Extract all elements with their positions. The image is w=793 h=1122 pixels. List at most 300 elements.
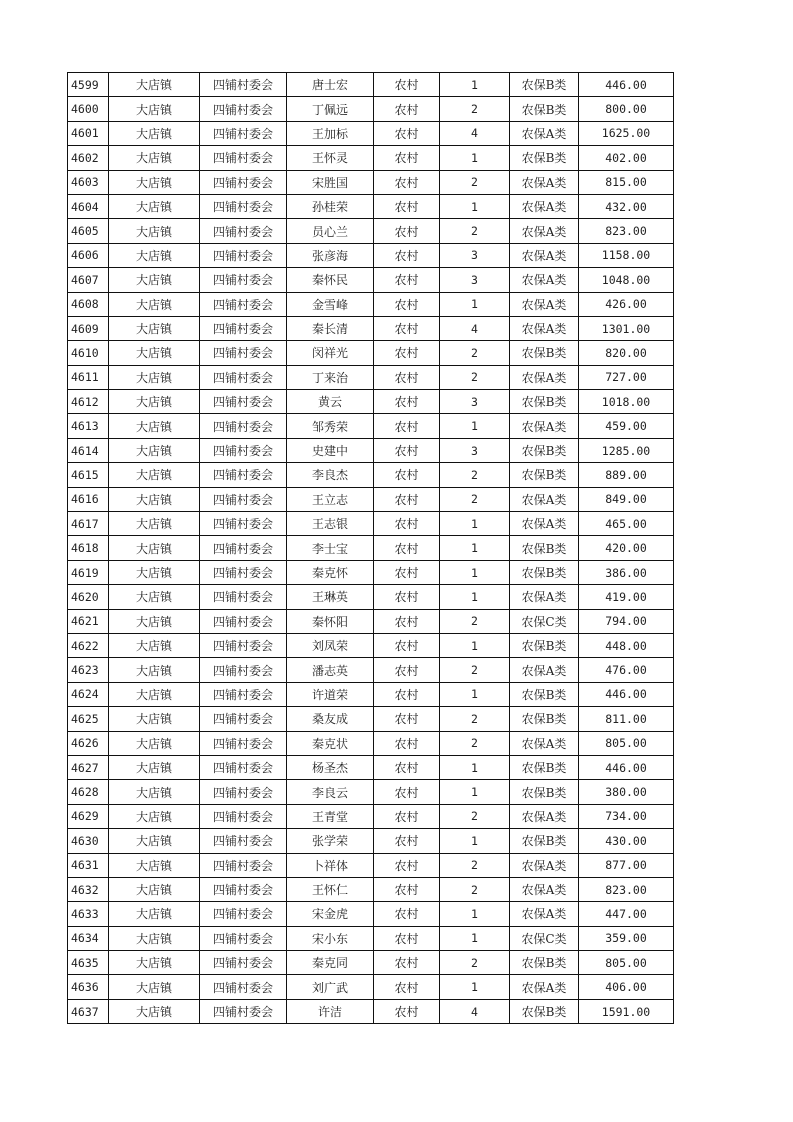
household-size-cell: 4 xyxy=(440,316,510,340)
person-name-cell: 秦怀阳 xyxy=(287,609,374,633)
village-committee-cell: 四铺村委会 xyxy=(200,536,287,560)
amount-cell: 794.00 xyxy=(579,609,674,633)
amount-cell: 849.00 xyxy=(579,487,674,511)
insurance-category-cell: 农保A类 xyxy=(510,365,579,389)
village-committee-cell: 四铺村委会 xyxy=(200,804,287,828)
household-size-cell: 2 xyxy=(440,97,510,121)
table-row xyxy=(68,951,674,975)
person-name-cell: 秦长清 xyxy=(287,316,374,340)
amount-cell: 476.00 xyxy=(579,658,674,682)
town-cell: 大店镇 xyxy=(109,877,200,901)
area-type-cell: 农村 xyxy=(374,463,440,487)
insurance-category-cell: 农保A类 xyxy=(510,194,579,218)
row-number-cell: 4634 xyxy=(68,926,109,950)
row-number-cell: 4630 xyxy=(68,829,109,853)
table-row xyxy=(68,414,674,438)
town-cell: 大店镇 xyxy=(109,902,200,926)
town-cell: 大店镇 xyxy=(109,633,200,657)
insurance-category-cell: 农保A类 xyxy=(510,902,579,926)
village-committee-cell: 四铺村委会 xyxy=(200,268,287,292)
amount-cell: 877.00 xyxy=(579,853,674,877)
village-committee-cell: 四铺村委会 xyxy=(200,463,287,487)
town-cell: 大店镇 xyxy=(109,365,200,389)
area-type-cell: 农村 xyxy=(374,951,440,975)
village-committee-cell: 四铺村委会 xyxy=(200,512,287,536)
amount-cell: 380.00 xyxy=(579,780,674,804)
area-type-cell: 农村 xyxy=(374,170,440,194)
town-cell: 大店镇 xyxy=(109,780,200,804)
person-name-cell: 宋金虎 xyxy=(287,902,374,926)
amount-cell: 430.00 xyxy=(579,829,674,853)
row-number-cell: 4601 xyxy=(68,121,109,145)
amount-cell: 459.00 xyxy=(579,414,674,438)
household-size-cell: 2 xyxy=(440,365,510,389)
household-size-cell: 3 xyxy=(440,390,510,414)
town-cell: 大店镇 xyxy=(109,73,200,97)
household-size-cell: 1 xyxy=(440,682,510,706)
table-row xyxy=(68,512,674,536)
row-number-cell: 4612 xyxy=(68,390,109,414)
amount-cell: 432.00 xyxy=(579,194,674,218)
person-name-cell: 张学荣 xyxy=(287,829,374,853)
town-cell: 大店镇 xyxy=(109,682,200,706)
row-number-cell: 4603 xyxy=(68,170,109,194)
row-number-cell: 4608 xyxy=(68,292,109,316)
person-name-cell: 宋小东 xyxy=(287,926,374,950)
insurance-category-cell: 农保B类 xyxy=(510,755,579,779)
table-row xyxy=(68,780,674,804)
village-committee-cell: 四铺村委会 xyxy=(200,633,287,657)
amount-cell: 805.00 xyxy=(579,951,674,975)
area-type-cell: 农村 xyxy=(374,804,440,828)
town-cell: 大店镇 xyxy=(109,219,200,243)
amount-cell: 1048.00 xyxy=(579,268,674,292)
person-name-cell: 潘志英 xyxy=(287,658,374,682)
table-row xyxy=(68,999,674,1023)
town-cell: 大店镇 xyxy=(109,487,200,511)
area-type-cell: 农村 xyxy=(374,975,440,999)
household-size-cell: 3 xyxy=(440,268,510,292)
household-size-cell: 1 xyxy=(440,512,510,536)
village-committee-cell: 四铺村委会 xyxy=(200,316,287,340)
table-row xyxy=(68,536,674,560)
household-size-cell: 1 xyxy=(440,292,510,316)
person-name-cell: 王怀仁 xyxy=(287,877,374,901)
row-number-cell: 4600 xyxy=(68,97,109,121)
area-type-cell: 农村 xyxy=(374,146,440,170)
household-size-cell: 2 xyxy=(440,853,510,877)
person-name-cell: 秦克状 xyxy=(287,731,374,755)
village-committee-cell: 四铺村委会 xyxy=(200,926,287,950)
table-row xyxy=(68,341,674,365)
village-committee-cell: 四铺村委会 xyxy=(200,243,287,267)
insurance-category-cell: 农保B类 xyxy=(510,707,579,731)
village-committee-cell: 四铺村委会 xyxy=(200,341,287,365)
household-size-cell: 2 xyxy=(440,463,510,487)
records-table xyxy=(67,72,674,1024)
village-committee-cell: 四铺村委会 xyxy=(200,121,287,145)
person-name-cell: 李良杰 xyxy=(287,463,374,487)
table-row xyxy=(68,853,674,877)
insurance-category-cell: 农保B类 xyxy=(510,536,579,560)
table-row xyxy=(68,975,674,999)
amount-cell: 815.00 xyxy=(579,170,674,194)
table-row xyxy=(68,365,674,389)
area-type-cell: 农村 xyxy=(374,829,440,853)
town-cell: 大店镇 xyxy=(109,512,200,536)
table-row xyxy=(68,292,674,316)
town-cell: 大店镇 xyxy=(109,97,200,121)
amount-cell: 420.00 xyxy=(579,536,674,560)
area-type-cell: 农村 xyxy=(374,585,440,609)
insurance-category-cell: 农保B类 xyxy=(510,390,579,414)
household-size-cell: 2 xyxy=(440,707,510,731)
table-row xyxy=(68,316,674,340)
amount-cell: 734.00 xyxy=(579,804,674,828)
household-size-cell: 2 xyxy=(440,951,510,975)
row-number-cell: 4605 xyxy=(68,219,109,243)
person-name-cell: 秦克怀 xyxy=(287,560,374,584)
amount-cell: 820.00 xyxy=(579,341,674,365)
area-type-cell: 农村 xyxy=(374,414,440,438)
amount-cell: 447.00 xyxy=(579,902,674,926)
row-number-cell: 4618 xyxy=(68,536,109,560)
village-committee-cell: 四铺村委会 xyxy=(200,390,287,414)
household-size-cell: 1 xyxy=(440,902,510,926)
town-cell: 大店镇 xyxy=(109,194,200,218)
amount-cell: 805.00 xyxy=(579,731,674,755)
town-cell: 大店镇 xyxy=(109,560,200,584)
town-cell: 大店镇 xyxy=(109,390,200,414)
household-size-cell: 1 xyxy=(440,975,510,999)
town-cell: 大店镇 xyxy=(109,829,200,853)
person-name-cell: 丁佩远 xyxy=(287,97,374,121)
row-number-cell: 4626 xyxy=(68,731,109,755)
table-row xyxy=(68,390,674,414)
village-committee-cell: 四铺村委会 xyxy=(200,951,287,975)
insurance-category-cell: 农保B类 xyxy=(510,438,579,462)
amount-cell: 823.00 xyxy=(579,219,674,243)
insurance-category-cell: 农保B类 xyxy=(510,633,579,657)
table-row xyxy=(68,170,674,194)
row-number-cell: 4631 xyxy=(68,853,109,877)
insurance-category-cell: 农保A类 xyxy=(510,585,579,609)
insurance-category-cell: 农保B类 xyxy=(510,999,579,1023)
area-type-cell: 农村 xyxy=(374,243,440,267)
area-type-cell: 农村 xyxy=(374,438,440,462)
village-committee-cell: 四铺村委会 xyxy=(200,975,287,999)
table-row xyxy=(68,877,674,901)
row-number-cell: 4627 xyxy=(68,755,109,779)
table-row xyxy=(68,268,674,292)
amount-cell: 446.00 xyxy=(579,682,674,706)
insurance-category-cell: 农保A类 xyxy=(510,487,579,511)
row-number-cell: 4621 xyxy=(68,609,109,633)
village-committee-cell: 四铺村委会 xyxy=(200,292,287,316)
household-size-cell: 2 xyxy=(440,877,510,901)
area-type-cell: 农村 xyxy=(374,560,440,584)
town-cell: 大店镇 xyxy=(109,438,200,462)
area-type-cell: 农村 xyxy=(374,365,440,389)
person-name-cell: 刘凤荣 xyxy=(287,633,374,657)
town-cell: 大店镇 xyxy=(109,755,200,779)
household-size-cell: 1 xyxy=(440,780,510,804)
amount-cell: 1625.00 xyxy=(579,121,674,145)
row-number-cell: 4606 xyxy=(68,243,109,267)
person-name-cell: 王琳英 xyxy=(287,585,374,609)
insurance-category-cell: 农保A类 xyxy=(510,268,579,292)
household-size-cell: 2 xyxy=(440,731,510,755)
table-row xyxy=(68,902,674,926)
person-name-cell: 邹秀荣 xyxy=(287,414,374,438)
person-name-cell: 许道荣 xyxy=(287,682,374,706)
village-committee-cell: 四铺村委会 xyxy=(200,585,287,609)
person-name-cell: 秦克同 xyxy=(287,951,374,975)
household-size-cell: 2 xyxy=(440,487,510,511)
insurance-category-cell: 农保A类 xyxy=(510,853,579,877)
village-committee-cell: 四铺村委会 xyxy=(200,658,287,682)
amount-cell: 419.00 xyxy=(579,585,674,609)
amount-cell: 1158.00 xyxy=(579,243,674,267)
area-type-cell: 农村 xyxy=(374,633,440,657)
table-row xyxy=(68,633,674,657)
area-type-cell: 农村 xyxy=(374,658,440,682)
town-cell: 大店镇 xyxy=(109,414,200,438)
village-committee-cell: 四铺村委会 xyxy=(200,97,287,121)
table-row xyxy=(68,194,674,218)
row-number-cell: 4629 xyxy=(68,804,109,828)
row-number-cell: 4615 xyxy=(68,463,109,487)
household-size-cell: 1 xyxy=(440,585,510,609)
household-size-cell: 2 xyxy=(440,341,510,365)
insurance-category-cell: 农保A类 xyxy=(510,121,579,145)
household-size-cell: 2 xyxy=(440,804,510,828)
table-row xyxy=(68,707,674,731)
person-name-cell: 李士宝 xyxy=(287,536,374,560)
insurance-category-cell: 农保A类 xyxy=(510,170,579,194)
area-type-cell: 农村 xyxy=(374,121,440,145)
row-number-cell: 4611 xyxy=(68,365,109,389)
village-committee-cell: 四铺村委会 xyxy=(200,609,287,633)
row-number-cell: 4614 xyxy=(68,438,109,462)
amount-cell: 386.00 xyxy=(579,560,674,584)
household-size-cell: 1 xyxy=(440,633,510,657)
row-number-cell: 4609 xyxy=(68,316,109,340)
village-committee-cell: 四铺村委会 xyxy=(200,755,287,779)
area-type-cell: 农村 xyxy=(374,316,440,340)
town-cell: 大店镇 xyxy=(109,853,200,877)
area-type-cell: 农村 xyxy=(374,292,440,316)
amount-cell: 889.00 xyxy=(579,463,674,487)
table-row xyxy=(68,487,674,511)
village-committee-cell: 四铺村委会 xyxy=(200,999,287,1023)
person-name-cell: 闵祥光 xyxy=(287,341,374,365)
row-number-cell: 4617 xyxy=(68,512,109,536)
row-number-cell: 4622 xyxy=(68,633,109,657)
insurance-category-cell: 农保B类 xyxy=(510,97,579,121)
area-type-cell: 农村 xyxy=(374,609,440,633)
person-name-cell: 黄云 xyxy=(287,390,374,414)
village-committee-cell: 四铺村委会 xyxy=(200,829,287,853)
table-row xyxy=(68,755,674,779)
row-number-cell: 4610 xyxy=(68,341,109,365)
insurance-category-cell: 农保A类 xyxy=(510,512,579,536)
village-committee-cell: 四铺村委会 xyxy=(200,682,287,706)
table-row xyxy=(68,121,674,145)
area-type-cell: 农村 xyxy=(374,487,440,511)
village-committee-cell: 四铺村委会 xyxy=(200,73,287,97)
table-row xyxy=(68,609,674,633)
insurance-category-cell: 农保A类 xyxy=(510,804,579,828)
person-name-cell: 桑友成 xyxy=(287,707,374,731)
insurance-category-cell: 农保B类 xyxy=(510,682,579,706)
insurance-category-cell: 农保A类 xyxy=(510,414,579,438)
household-size-cell: 4 xyxy=(440,121,510,145)
town-cell: 大店镇 xyxy=(109,926,200,950)
table-row xyxy=(68,243,674,267)
household-size-cell: 1 xyxy=(440,536,510,560)
row-number-cell: 4613 xyxy=(68,414,109,438)
insurance-category-cell: 农保A类 xyxy=(510,731,579,755)
area-type-cell: 农村 xyxy=(374,536,440,560)
person-name-cell: 金雪峰 xyxy=(287,292,374,316)
town-cell: 大店镇 xyxy=(109,999,200,1023)
person-name-cell: 唐士宏 xyxy=(287,73,374,97)
area-type-cell: 农村 xyxy=(374,194,440,218)
table-row xyxy=(68,682,674,706)
household-size-cell: 2 xyxy=(440,219,510,243)
amount-cell: 727.00 xyxy=(579,365,674,389)
area-type-cell: 农村 xyxy=(374,926,440,950)
town-cell: 大店镇 xyxy=(109,146,200,170)
amount-cell: 402.00 xyxy=(579,146,674,170)
amount-cell: 406.00 xyxy=(579,975,674,999)
insurance-category-cell: 农保A类 xyxy=(510,219,579,243)
household-size-cell: 1 xyxy=(440,194,510,218)
household-size-cell: 1 xyxy=(440,755,510,779)
table-row xyxy=(68,585,674,609)
village-committee-cell: 四铺村委会 xyxy=(200,219,287,243)
person-name-cell: 员心兰 xyxy=(287,219,374,243)
town-cell: 大店镇 xyxy=(109,268,200,292)
household-size-cell: 1 xyxy=(440,829,510,853)
area-type-cell: 农村 xyxy=(374,682,440,706)
insurance-category-cell: 农保A类 xyxy=(510,877,579,901)
household-size-cell: 1 xyxy=(440,560,510,584)
row-number-cell: 4607 xyxy=(68,268,109,292)
area-type-cell: 农村 xyxy=(374,268,440,292)
household-size-cell: 1 xyxy=(440,414,510,438)
village-committee-cell: 四铺村委会 xyxy=(200,194,287,218)
row-number-cell: 4602 xyxy=(68,146,109,170)
area-type-cell: 农村 xyxy=(374,731,440,755)
table-row xyxy=(68,438,674,462)
person-name-cell: 王青堂 xyxy=(287,804,374,828)
area-type-cell: 农村 xyxy=(374,780,440,804)
amount-cell: 823.00 xyxy=(579,877,674,901)
village-committee-cell: 四铺村委会 xyxy=(200,365,287,389)
insurance-category-cell: 农保B类 xyxy=(510,780,579,804)
amount-cell: 426.00 xyxy=(579,292,674,316)
table-row xyxy=(68,804,674,828)
amount-cell: 1591.00 xyxy=(579,999,674,1023)
amount-cell: 1018.00 xyxy=(579,390,674,414)
row-number-cell: 4628 xyxy=(68,780,109,804)
town-cell: 大店镇 xyxy=(109,658,200,682)
row-number-cell: 4599 xyxy=(68,73,109,97)
area-type-cell: 农村 xyxy=(374,390,440,414)
row-number-cell: 4635 xyxy=(68,951,109,975)
table-row xyxy=(68,73,674,97)
person-name-cell: 王立志 xyxy=(287,487,374,511)
village-committee-cell: 四铺村委会 xyxy=(200,438,287,462)
amount-cell: 811.00 xyxy=(579,707,674,731)
insurance-category-cell: 农保A类 xyxy=(510,292,579,316)
table-row xyxy=(68,146,674,170)
insurance-category-cell: 农保B类 xyxy=(510,463,579,487)
row-number-cell: 4636 xyxy=(68,975,109,999)
amount-cell: 359.00 xyxy=(579,926,674,950)
person-name-cell: 宋胜国 xyxy=(287,170,374,194)
household-size-cell: 1 xyxy=(440,926,510,950)
town-cell: 大店镇 xyxy=(109,951,200,975)
household-size-cell: 1 xyxy=(440,146,510,170)
area-type-cell: 农村 xyxy=(374,755,440,779)
village-committee-cell: 四铺村委会 xyxy=(200,560,287,584)
row-number-cell: 4632 xyxy=(68,877,109,901)
insurance-category-cell: 农保A类 xyxy=(510,243,579,267)
area-type-cell: 农村 xyxy=(374,512,440,536)
town-cell: 大店镇 xyxy=(109,292,200,316)
insurance-category-cell: 农保A类 xyxy=(510,316,579,340)
person-name-cell: 丁来治 xyxy=(287,365,374,389)
insurance-category-cell: 农保B类 xyxy=(510,146,579,170)
table-row xyxy=(68,829,674,853)
person-name-cell: 许洁 xyxy=(287,999,374,1023)
village-committee-cell: 四铺村委会 xyxy=(200,170,287,194)
town-cell: 大店镇 xyxy=(109,585,200,609)
area-type-cell: 农村 xyxy=(374,73,440,97)
area-type-cell: 农村 xyxy=(374,902,440,926)
town-cell: 大店镇 xyxy=(109,536,200,560)
table-row xyxy=(68,731,674,755)
area-type-cell: 农村 xyxy=(374,341,440,365)
amount-cell: 446.00 xyxy=(579,755,674,779)
insurance-category-cell: 农保B类 xyxy=(510,73,579,97)
town-cell: 大店镇 xyxy=(109,731,200,755)
household-size-cell: 2 xyxy=(440,170,510,194)
person-name-cell: 刘广武 xyxy=(287,975,374,999)
person-name-cell: 卜祥体 xyxy=(287,853,374,877)
row-number-cell: 4633 xyxy=(68,902,109,926)
insurance-category-cell: 农保C类 xyxy=(510,926,579,950)
area-type-cell: 农村 xyxy=(374,219,440,243)
town-cell: 大店镇 xyxy=(109,341,200,365)
person-name-cell: 王加标 xyxy=(287,121,374,145)
village-committee-cell: 四铺村委会 xyxy=(200,731,287,755)
amount-cell: 448.00 xyxy=(579,633,674,657)
village-committee-cell: 四铺村委会 xyxy=(200,877,287,901)
amount-cell: 465.00 xyxy=(579,512,674,536)
insurance-category-cell: 农保C类 xyxy=(510,609,579,633)
person-name-cell: 李良云 xyxy=(287,780,374,804)
household-size-cell: 3 xyxy=(440,243,510,267)
row-number-cell: 4604 xyxy=(68,194,109,218)
insurance-category-cell: 农保B类 xyxy=(510,829,579,853)
town-cell: 大店镇 xyxy=(109,609,200,633)
town-cell: 大店镇 xyxy=(109,121,200,145)
person-name-cell: 杨圣杰 xyxy=(287,755,374,779)
